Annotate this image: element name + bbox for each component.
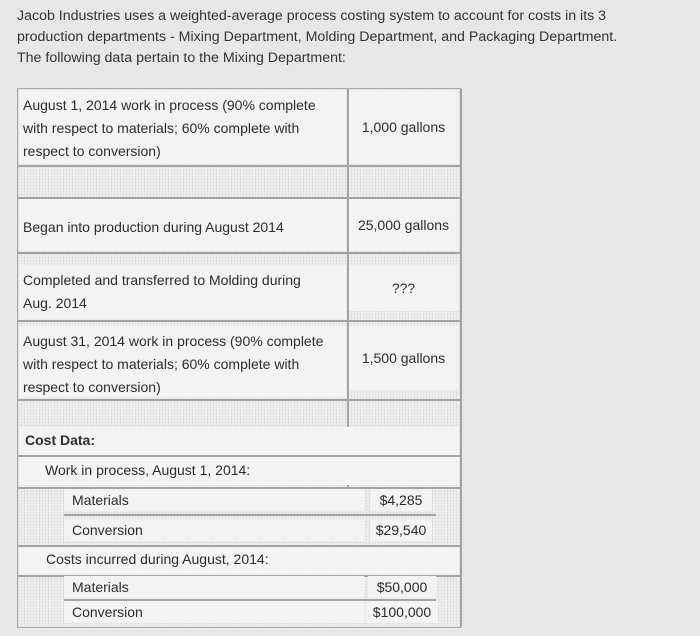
intro-line-3: The following data pertain to the Mixing Department: bbox=[17, 50, 346, 66]
wip-materials-label-cell bbox=[64, 489, 364, 511]
incurred-materials-label: Materials bbox=[72, 579, 129, 595]
problem-intro bbox=[17, 6, 687, 69]
row-divider bbox=[18, 545, 460, 547]
wip-conversion-label-cell bbox=[64, 519, 364, 541]
label-line: with respect to materials; 60% complete with bbox=[23, 356, 300, 372]
label-line: Began into production during August 2014 bbox=[23, 218, 284, 235]
cost-data-title-row bbox=[19, 427, 459, 457]
incurred-heading-row bbox=[19, 548, 459, 574]
row-began-label bbox=[19, 199, 346, 251]
wip-conversion-value: $29,540 bbox=[370, 519, 432, 541]
incurred-conversion-value: $100,000 bbox=[366, 601, 438, 623]
row-divider bbox=[18, 252, 460, 254]
label-line: Aug. 2014 bbox=[23, 295, 87, 311]
label-line: respect to conversion) bbox=[23, 143, 161, 159]
label-line: August 1, 2014 work in process (90% complete bbox=[23, 97, 316, 113]
incurred-conversion-label-cell bbox=[64, 601, 364, 623]
incurred-conversion-label: Conversion bbox=[72, 604, 143, 620]
incurred-materials-value: $50,000 bbox=[368, 576, 436, 598]
label-line: respect to conversion) bbox=[23, 379, 161, 395]
wip-materials-value: $4,285 bbox=[370, 489, 432, 511]
row-began-value: 25,000 gallons bbox=[349, 199, 458, 251]
wip-materials-label: Materials bbox=[72, 492, 129, 508]
incurred-heading: Costs incurred during August, 2014: bbox=[46, 551, 269, 567]
wip-heading-row bbox=[19, 457, 459, 485]
row-completed-value: ??? bbox=[349, 265, 458, 311]
right-border bbox=[460, 89, 462, 627]
intro-line-1: Jacob Industries uses a weighted-average process costing system to account for costs in its 3 bbox=[17, 8, 607, 24]
row-ending-wip-label bbox=[19, 326, 346, 398]
row-beginning-wip-value: 1,000 gallons bbox=[349, 90, 458, 164]
wip-conversion-label: Conversion bbox=[72, 522, 143, 538]
row-ending-wip-value: 1,500 gallons bbox=[349, 326, 458, 390]
row-divider bbox=[18, 399, 460, 401]
cost-data-title: Cost Data: bbox=[25, 432, 96, 448]
row-divider bbox=[18, 165, 460, 167]
label-line: with respect to materials; 60% complete with bbox=[23, 120, 300, 136]
wip-heading: Work in process, August 1, 2014: bbox=[45, 462, 251, 478]
row-divider bbox=[64, 514, 436, 516]
row-beginning-wip-label bbox=[19, 90, 346, 164]
intro-line-2: production departments - Mixing Department, Molding Department, and Packaging Department. bbox=[17, 29, 618, 45]
label-line: August 31, 2014 work in process (90% complete bbox=[23, 333, 324, 349]
label-line: Completed and transferred to Molding during bbox=[23, 272, 301, 288]
data-table bbox=[17, 88, 461, 628]
row-divider bbox=[18, 320, 460, 322]
incurred-materials-label-cell bbox=[64, 576, 364, 598]
row-completed-label bbox=[19, 265, 346, 319]
